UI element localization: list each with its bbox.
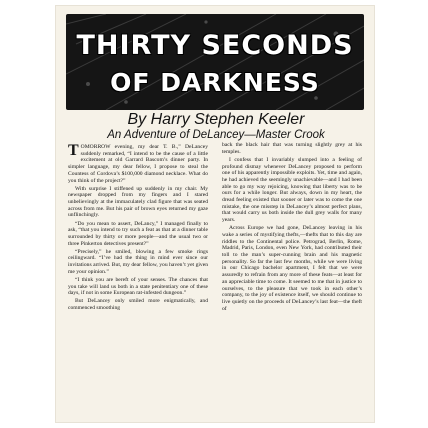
text-column-right — [222, 142, 362, 418]
title-banner — [66, 14, 364, 110]
paragraph: “I think you are bereft of your senses. The chances that you take will land us both in a state penitentiary one of these days, if not in some European rat-infested dungeon.” — [68, 276, 208, 297]
paragraph: “Precisely,” he smiled, blowing a few smoke rings ceilingward. “I’ve had the thing in mind ever since our invitations arrived. But, my dear fellow, you haven’t yet given me your opinion.” — [68, 248, 208, 275]
magazine-page — [56, 6, 374, 422]
author-byline: By Harry Stephen Keeler — [127, 111, 305, 128]
text-column-left — [68, 144, 208, 420]
story-subtitle: An Adventure of DeLancey—Master Crook — [107, 129, 325, 141]
paragraph: back the black hair that was turning slightly grey at his temples. — [222, 142, 362, 155]
paragraph-text: OMORROW evening, my dear T. B.,” DeLancey suddenly remarked, “I intend to be the cause of a little excitement at old Garrard Bascom’s dinner party. In simpler language, my dear fellow, I propose to steal the Countess of Cordova’s $100,000 diamond necklace. What do you think of the project?” — [68, 144, 208, 184]
paragraph: I confess that I invariably slumped into a feeling of profound dismay whenever DeLancey proposed to perform one of his apparently impossible exploits. Yet, time and again, he had achieved the seemingly unachievable—and I had been able to go my way rejoicing, knowing that liberty was to be ours for a while longer. But always, down in my heart, the dread feeling existed that sooner or later was to come the one mistake, the one misstep in DeLancey’s almost perfect plans, that would carry us both inside the dull grey walls for many years. — [222, 156, 362, 224]
paragraph — [68, 144, 208, 184]
paragraph: But DeLancey only smiled more enigmatically, and commenced smoothing — [68, 298, 208, 312]
title-line-1: THIRTY SECONDS — [76, 30, 354, 61]
paragraph: Across Europe we had gone, DeLancey leaving in his wake a series of mystifying thefts,—thefts that to this day are riddles to the Continental police. Petrograd, Berlin, Rome, Madrid, Paris, London, even New York, had contributed their toll to the man’s super-cunning brain and his magnetic personality. So far the last few months, while we were living in our Chicago bachelor apartment, I felt that we were assuredly to refrain from any more of these feats—at least for an appreciable time to come. It seemed to me that in justice to ourselves, to the pleasure that we took in each other’s company, to the joy of existence itself, we should continue to live quietly on the proceeds of DeLancey’s last feat—the theft of — [222, 225, 362, 312]
paragraph: With surprise I stiffened up suddenly in my chair. My newspaper dropped from my fingers and I stared unbelievingly at the immaculately clad figure that was seated across from me. But his pair of brown eyes returned my gaze unflinchingly. — [68, 185, 208, 219]
paragraph: “Do you mean to assert, DeLancy,” I managed finally to ask, “that you intend to try such a feat as that at a dinner table surrounded by thirty or more people—and the usual two or three Pinkerton detectives present?” — [68, 220, 208, 247]
drop-cap: T — [68, 144, 79, 159]
title-line-2: OF DARKNESS — [110, 68, 320, 97]
